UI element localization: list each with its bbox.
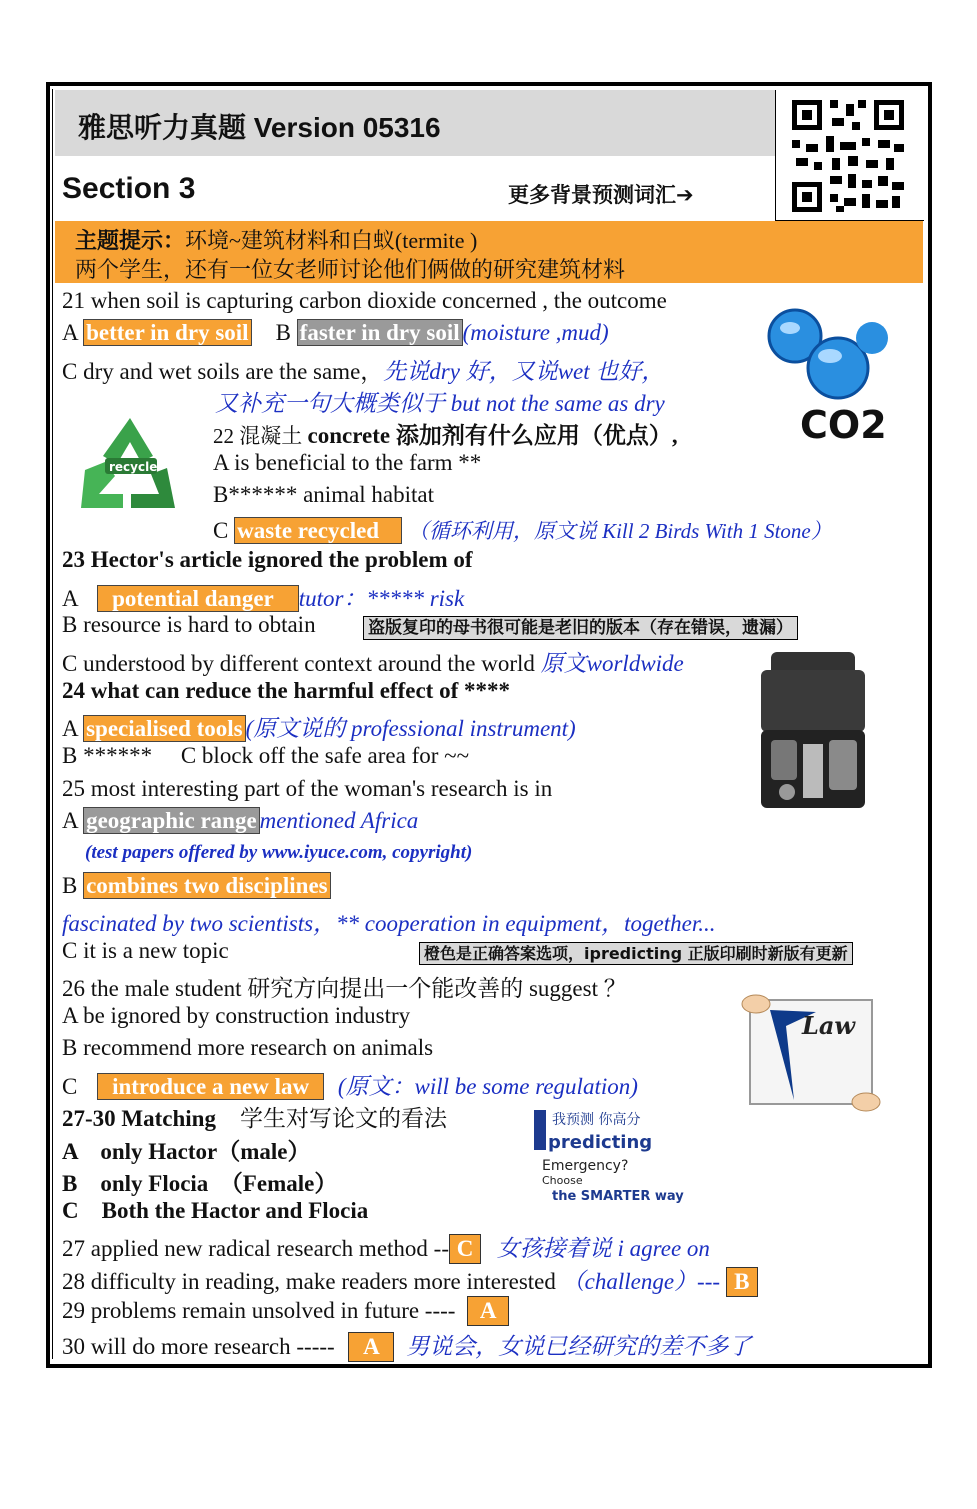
q23-c-note: 原文worldwide	[540, 651, 684, 676]
q22-c-prefix: C	[213, 518, 235, 543]
topic-line-1	[75, 224, 477, 255]
q27-note: 女孩接着说 i agree on	[496, 1236, 710, 1261]
q25-a-note: mentioned Africa	[259, 808, 419, 833]
ipredicting-logo	[532, 1106, 684, 1210]
q22-c-note: （循环利用，原文说 Kill 2 Birds With 1 Stone）	[407, 519, 832, 543]
section-heading: Section 3	[62, 172, 196, 205]
matching-title-line	[62, 1100, 447, 1133]
q23-option-c: C understood by different context around the world	[62, 651, 541, 676]
q25-option-c: C it is a new topic	[62, 938, 229, 963]
q21-c-note: 先说dry 好，又说wet 也好，	[383, 359, 665, 384]
q22-option-c: waste recycled	[234, 517, 402, 544]
q30-note: 男说会，女说已经研究的差不多了	[406, 1334, 752, 1359]
q21-option-c-line	[62, 353, 664, 386]
q23-a-prefix: A	[62, 586, 84, 611]
q25-b-prefix: B	[62, 873, 84, 898]
q23-note-box: 盗版复印的母书很可能是老旧的版本（存在错误，遗漏）	[363, 616, 798, 640]
q23-note-box-wrap	[363, 613, 798, 639]
q22-stem: concrete 添加剂有什么应用（优点）,	[307, 423, 678, 448]
recycle-image	[75, 412, 185, 514]
topic-line-2: 两个学生，还有一位女老师讨论他们俩做的研究建筑材料	[75, 257, 626, 282]
toolkit-icon	[757, 652, 869, 810]
q22-option-c-line	[213, 515, 832, 545]
matching-title: 27-30 Matching	[62, 1106, 216, 1131]
law-scroll-image	[736, 990, 886, 1118]
q21-stem: 21 when soil is capturing carbon dioxide concerned , the outcome	[62, 288, 667, 313]
q27-line	[62, 1230, 710, 1264]
q23-option-a: potential danger	[97, 585, 299, 612]
q29-line	[62, 1296, 509, 1326]
q24-stem: 24 what can reduce the harmful effect of ****	[62, 678, 510, 703]
co2-molecule-icon	[760, 298, 890, 463]
q27-answer: C	[449, 1234, 481, 1264]
q25-option-b: combines two disciplines	[83, 872, 331, 899]
q26-option-a: A be ignored by construction industry	[62, 1003, 411, 1028]
brand-line-2: Choose	[542, 1174, 583, 1187]
brand-cn: 我预测 你高分	[552, 1112, 641, 1128]
q30-line	[62, 1328, 751, 1362]
q26-c-note: (原文：will be some regulation)	[337, 1074, 638, 1099]
brand-line-3: the SMARTER way	[552, 1189, 684, 1204]
q21-a-prefix: A	[62, 320, 84, 345]
q21-c-note-2: 又补充一句大概类似于 but not the same as dry	[215, 391, 665, 416]
q24-option-a: specialised tools	[83, 715, 246, 742]
q24-a-prefix: A	[62, 716, 84, 741]
matching-title-cn: 学生对写论文的看法	[239, 1106, 447, 1131]
q21-b-note: (moisture ,mud)	[462, 320, 609, 345]
q23-option-c-line	[62, 645, 684, 678]
q24-stem-line	[62, 678, 510, 704]
page-title: 雅思听力真题 Version 05316	[78, 112, 441, 143]
q23-a-note: tutor：***** risk	[298, 586, 465, 611]
q23-stem: 23 Hector's article ignored the problem of	[62, 547, 473, 572]
q28-answer: B	[726, 1267, 758, 1297]
q25-stem: 25 most interesting part of the woman's research is in	[62, 776, 553, 801]
law-label: Law	[802, 1011, 856, 1040]
q23-option-b: B resource is hard to obtain	[62, 612, 316, 637]
q25-a-prefix: A	[62, 808, 84, 833]
topic-label: 主题提示：	[75, 229, 186, 254]
more-vocab-link[interactable]: 更多背景预测词汇➔	[508, 183, 694, 207]
recycle-label: recycle	[109, 460, 158, 474]
q27-text: 27 applied new radical research method --	[62, 1236, 449, 1261]
q28-note: （challenge）---	[561, 1269, 721, 1294]
q24-a-note: (原文说的 professional instrument)	[245, 716, 576, 741]
q26-option-c: introduce a new law	[97, 1073, 324, 1100]
toolkit-image	[757, 652, 869, 810]
q21-option-a: better in dry soil	[83, 319, 251, 346]
q25-option-b-line	[62, 873, 331, 899]
q29-text: 29 problems remain unsolved in future ----	[62, 1298, 456, 1323]
q26-option-c-line	[62, 1068, 638, 1101]
topic-text: 环境~建筑材料和白蚁(termite )	[185, 228, 478, 253]
recycle-icon	[75, 412, 185, 514]
q25-option-a-line	[62, 808, 418, 834]
ipredicting-logo-icon	[532, 1106, 684, 1210]
q28-text: 28 difficulty in reading, make readers more interested	[62, 1269, 556, 1294]
matching-option-c: C Both the Hactor and Flocia	[62, 1198, 369, 1223]
q22-option-b: B****** animal habitat	[213, 482, 435, 507]
q30-text: 30 will do more research -----	[62, 1334, 335, 1359]
co2-image	[760, 298, 890, 463]
q23-option-a-line	[62, 580, 464, 613]
matching-option-a: A only Hactor（male）	[62, 1139, 311, 1164]
q22-stem-line	[213, 417, 678, 450]
q25-note-box-wrap	[419, 939, 853, 965]
co2-label: CO2	[800, 403, 887, 447]
q30-answer: A	[348, 1332, 394, 1362]
qr-code-icon	[776, 90, 924, 220]
q21-b-prefix: B	[275, 320, 297, 345]
qr-code[interactable]	[775, 90, 924, 221]
law-scroll-icon	[736, 990, 886, 1118]
brand-line-1: Emergency?	[542, 1158, 629, 1174]
q24-option-a-line	[62, 710, 576, 743]
brand-en: predicting	[548, 1132, 653, 1153]
q25-b-note: fascinated by two scientists，** cooperation in equipment，together...	[62, 911, 716, 936]
q22-number: 22 混凝土	[213, 424, 308, 448]
q21-options-ab	[62, 320, 609, 346]
copyright-note: (test papers offered by www.iyuce.com, copyright)	[85, 842, 473, 863]
q21-option-c: C dry and wet soils are the same，	[62, 359, 384, 384]
q25-option-a: geographic range	[83, 807, 260, 834]
q29-answer: A	[467, 1296, 509, 1326]
q26-stem: 26 the male student 研究方向提出一个能改善的 suggest ？	[62, 976, 627, 1001]
q26-option-b: B recommend more research on animals	[62, 1035, 434, 1060]
q21-option-b: faster in dry soil	[297, 319, 463, 346]
q22-option-a: A is beneficial to the farm **	[213, 450, 482, 475]
answer-legend-box: 橙色是正确答案选项，ipredicting 正版印刷时新版有更新	[419, 942, 853, 965]
q24-options-bc: B ****** C block off the safe area for ~~	[62, 743, 470, 768]
q28-line	[62, 1263, 758, 1297]
matching-option-b: B only Flocia （Female）	[62, 1171, 338, 1196]
q26-c-prefix: C	[62, 1074, 84, 1099]
